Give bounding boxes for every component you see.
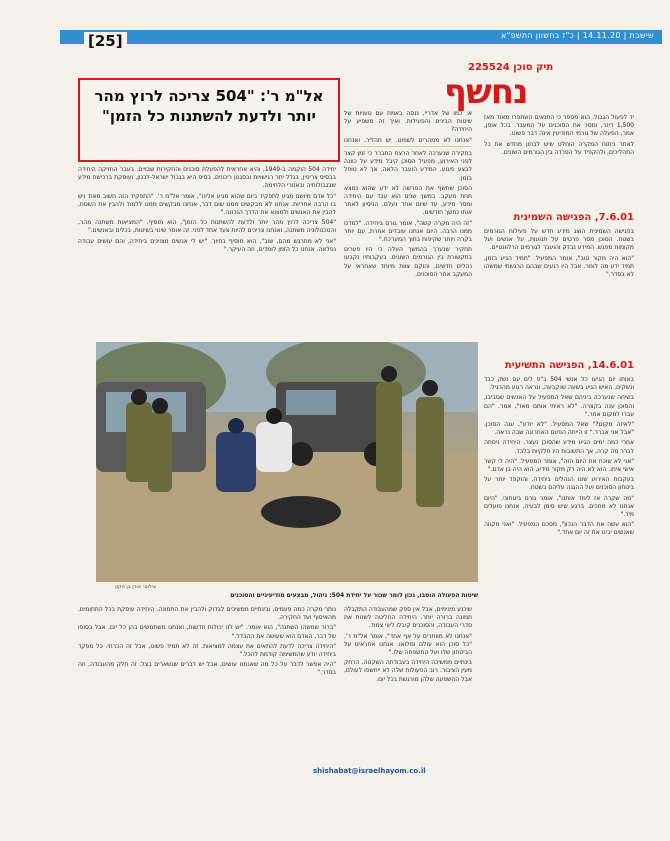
paragraph: "אני לא מתרגש מהם, שוב", הוא מוסיף בחיוך. "יש לי אנשים מצוינים ביחידה, והם עושים עבודה נפלאה. אנחנו כל הזמן לומדים, וזה העיקר." bbox=[78, 237, 336, 253]
paragraph: "הוא עשה את הדבר הנכון", מסכם המפעיל. "ואני מקווה שאנשים יבינו את זה יום אחד." bbox=[484, 521, 634, 537]
paragraph: בינתיים ממשיכה היחידה בעבודתה השקטה, הרחק מעין הציבור. רוב הפעולות שלה לא ייחשפו לעולם, אבל ההשפעה שלהן מורגשת בכל יום. bbox=[344, 659, 472, 683]
paragraph: "היה אפשר לדבר על כל מה שאנחנו עושים, אבל יש דברים שנשארים בצל. זה חלק מהעבודה, וזה בסדר." bbox=[78, 661, 336, 677]
paragraph: יחידה 504 הוקמה ב-1949, והיא אחראית להפעלת סוכנים והחקירות שבויים. בעבר החזיקה היחידה בבסיס צריפין, בגלל יתר רגישויות ובסגנון ריכוזים, בסיס היא בגבול ישראל-לבנון, ועוסקת ברכישת מידע שבגבולותיה ובאזורי הלחימה. bbox=[78, 166, 336, 190]
header-strip-text: שישבת | 14.11.20 | כ"ז בחשוון התשפ"א bbox=[500, 31, 654, 40]
paragraph: "אני לא שוכח את היום הזה", אומר המפעיל. "היה לי קשר אישי איתו. הוא לא היה רק מקור מידע, הוא היה בן אדם." bbox=[484, 457, 634, 474]
paragraph: "היחידה צריכה לדעת להתאים את עצמה למציאות. זה לא תמיד פשוט, אבל זה הכרחי. כל מפקד ביחידה יודע שהמשימה קודמת להכל." bbox=[78, 642, 336, 659]
paragraph: "ברור שמשהו השתנה", הוא אומר. "יש לנו יכולות חדשות, ואנחנו משתמשים בהן כל יום. אבל בסופו של דבר, האדם הוא שעושה את ההבדל." bbox=[78, 624, 336, 640]
paragraph: "504 צריכה לרוץ מהר יותר ולדעת להשתנות כל הזמן", הוא מוסיף. "המציאות משתנה מהר, והטכנולוגיה משתנה, ואנחנו צריכים להיות צעד אחד לפני. זה אומר שינוי בשיטות, בכלים ובאנשים." bbox=[78, 219, 336, 235]
page-number: [25] bbox=[84, 32, 127, 50]
news-photo-illustration bbox=[96, 342, 478, 582]
paragraph: "לאיזה מקום?" שאל המפעיל. "לא יודע", ענה הסוכן. "אבל אני אברר." זו הייתה הפעם האחרונה שבה נראה. bbox=[484, 421, 634, 437]
paragraph: "זה היה מקרה קשה", אומר גורם ביחידה. "למדנו ממנו הרבה. היום אנחנו עובדים אחרת, עם יותר בקרה ויותר שקיפות בתוך המערכת." bbox=[344, 219, 472, 244]
paragraph: באותו יום הגיעו כל אנשי 504 ב"פ לים עם נשק כבד ונשקים. האיש הגיע בשעה שנקבעה, ונראה רגוע מהרגיל. bbox=[484, 376, 634, 392]
paragraph: שיכנע מינימים, אבל אין ספק שמהעבודה התקבלה תמונה ברורה יותר. היחידה החליטה לשנות את סדרי העבודה, והסוכנים קיבלו ליווי צמוד. bbox=[344, 606, 472, 630]
paragraph: "אנחנו לא מוותרים על אף אחד", אומר אל"מ ר'. "כל סוכן הוא עולם ומלואו. אנחנו אחראים על הביטחון שלו ועל המשפחה שלו." bbox=[344, 632, 472, 657]
series-subtitle: תיק סוכן 225524 bbox=[468, 62, 554, 73]
series-title: נחשף bbox=[444, 72, 528, 112]
paragraph: "מה שקרה אז לימד אותנו", אומר גורם ביטחוני. "היום אנחנו לא מחכים. ברגע שיש סימן לבעיה, אנחנו פועלים מיד." bbox=[484, 494, 634, 519]
paragraph: א: כמו של אדריי, ננסה באמת עם טעויות של שיטות הבינים והפעילות. ואיך זה משפיע על היחידה? bbox=[344, 110, 472, 134]
headline bbox=[84, 86, 334, 126]
photo-caption: שיטות הפעולה הוסבו, נכון לומר שכור על יחידת 504: ניהול, מבצעים מודיעיניים והסוכנים bbox=[230, 592, 478, 599]
paragraph: "הוא היה מקור טוב", אומר המפעיל. "תמיד הגיע בזמן, תמיד ידע מה לומר. אבל היו רגעים שבהם הרגשתי שמשהו לא בסדר." bbox=[484, 254, 634, 279]
section-2-body bbox=[484, 376, 634, 821]
paragraph: נותר מקרה כמה פעמים, ובינתיים ממשיכים לבדוק ולהבין את התמונה. היחידה עוסקת בכל התחומים, מהאיסוף ועד החקירה. bbox=[78, 606, 336, 622]
middle-column-top bbox=[344, 110, 472, 142]
paragraph: לאחר ניתוח המקרה הוחלט שיש לבחון מחדש את כל התהליכים, ולהקפיד על הפרדה בין הגורמים השונים. bbox=[484, 140, 634, 156]
paragraph: "כל אדם מיושם מגיע לתפקיד ביום שהוא מגיע אלינו", אומר אל"מ ר'. "התפקיד הזה חשוב מאוד ויש בו הרבה אחריות. אנחנו לא מבקשים ממנו שום דבר, אנחנו מבקשים ממנו ללמוד ולהבין את השטח, להבין את האנשים ולמצוא את הדרך הנכונה." bbox=[78, 192, 336, 217]
paragraph: בפגישה השמינית הוצג מידע חדש על פעילות הגורמים בשטח. הסוכן מסר פרטים על תנועות, על אנשים ועל מקומות מפגש. המידע נבדק והועבר לגורמים הרלוונטיים. bbox=[484, 228, 634, 252]
section-heading-2: 14.6.01, הפגישה התשיעית bbox=[504, 360, 634, 371]
right-column-top bbox=[484, 114, 634, 198]
headline-box bbox=[78, 78, 340, 162]
paragraph: בעקבות האירוע שונו הנהלים ביחידה, והוקפד יותר על ביטחון הסוכנים ועל ההגנה עליהם בשטח. bbox=[484, 476, 634, 492]
news-photo bbox=[96, 342, 478, 582]
paragraph: תחקיר שנערך בהמשך העלה כי היו פערים בתקשורת בין הגורמים השונים. בעקבותיו נקבעו נהלים חדשים, והוקם צוות מיוחד שאחראי על המעקב אחר הסוכנים. bbox=[344, 246, 472, 278]
photo-credit: צילום: אורן בן חקון bbox=[115, 584, 156, 590]
headline-line-2: יותר ולדעת להשתנות כל הזמן" bbox=[102, 107, 316, 125]
paragraph: יד לפעול הגבול. הוא מספר כי התנאים השתפרו מאוד מאז 1,500 דינר, ומסר את הסוכנים על המעבר. בכל אופן, אמר, הפעלה של גורמי המודיעין אינה דבר פשוט. bbox=[484, 114, 634, 138]
section-heading-1: 7.6.01, הפגישה השמינית bbox=[513, 212, 634, 223]
header-strip bbox=[60, 30, 662, 44]
headline-line-1: אל"מ ר': "504 צריכה לרוץ מהר bbox=[94, 87, 324, 105]
paragraph: "אנחנו לא ממהרים לשפוט. יש תהליך, ואנחנו bbox=[344, 136, 472, 142]
middle-column-body bbox=[344, 150, 472, 336]
middle-column-bottom bbox=[344, 606, 472, 762]
section-1-body bbox=[484, 228, 634, 350]
paragraph: בחקירה שנערכה לאחר הרצח התברר כי זמן קצר לפני האירוע, מפעיל הסוכן קיבל מידע על כוונה לבצע פיגוע. המידע הועבר הלאה, אך לא טופל בזמן. bbox=[344, 150, 472, 182]
left-column-body bbox=[78, 166, 336, 336]
paragraph: בשיחה שנערכה ביניהם שאל המפעיל על האנשים שסביבו, והסוכן ענה בקצרה. "לא ראיתי אותם מאז", אמר. "הם עברו למקום אחר." bbox=[484, 394, 634, 418]
divider bbox=[344, 146, 472, 147]
paragraph: הסוכן שחשף את הפרשה לא ידע שהוא נמצא תחת מעקב. במשך שנים הוא עבד עם היחידה ומסר מידע, עד שיום אחד נעלם. הניסיון לאתר אותו נמשך חודשים. bbox=[344, 184, 472, 217]
left-column-bottom bbox=[78, 606, 336, 826]
paragraph: אחרי כמה ימים הגיע מידע שהסוכן נעצר. היחידה ניסתה לברר מה קרה, אך התשובות היו חלקיות בלבד. bbox=[484, 439, 634, 455]
author-email[interactable]: shishabat@israelhayom.co.il bbox=[313, 767, 426, 775]
